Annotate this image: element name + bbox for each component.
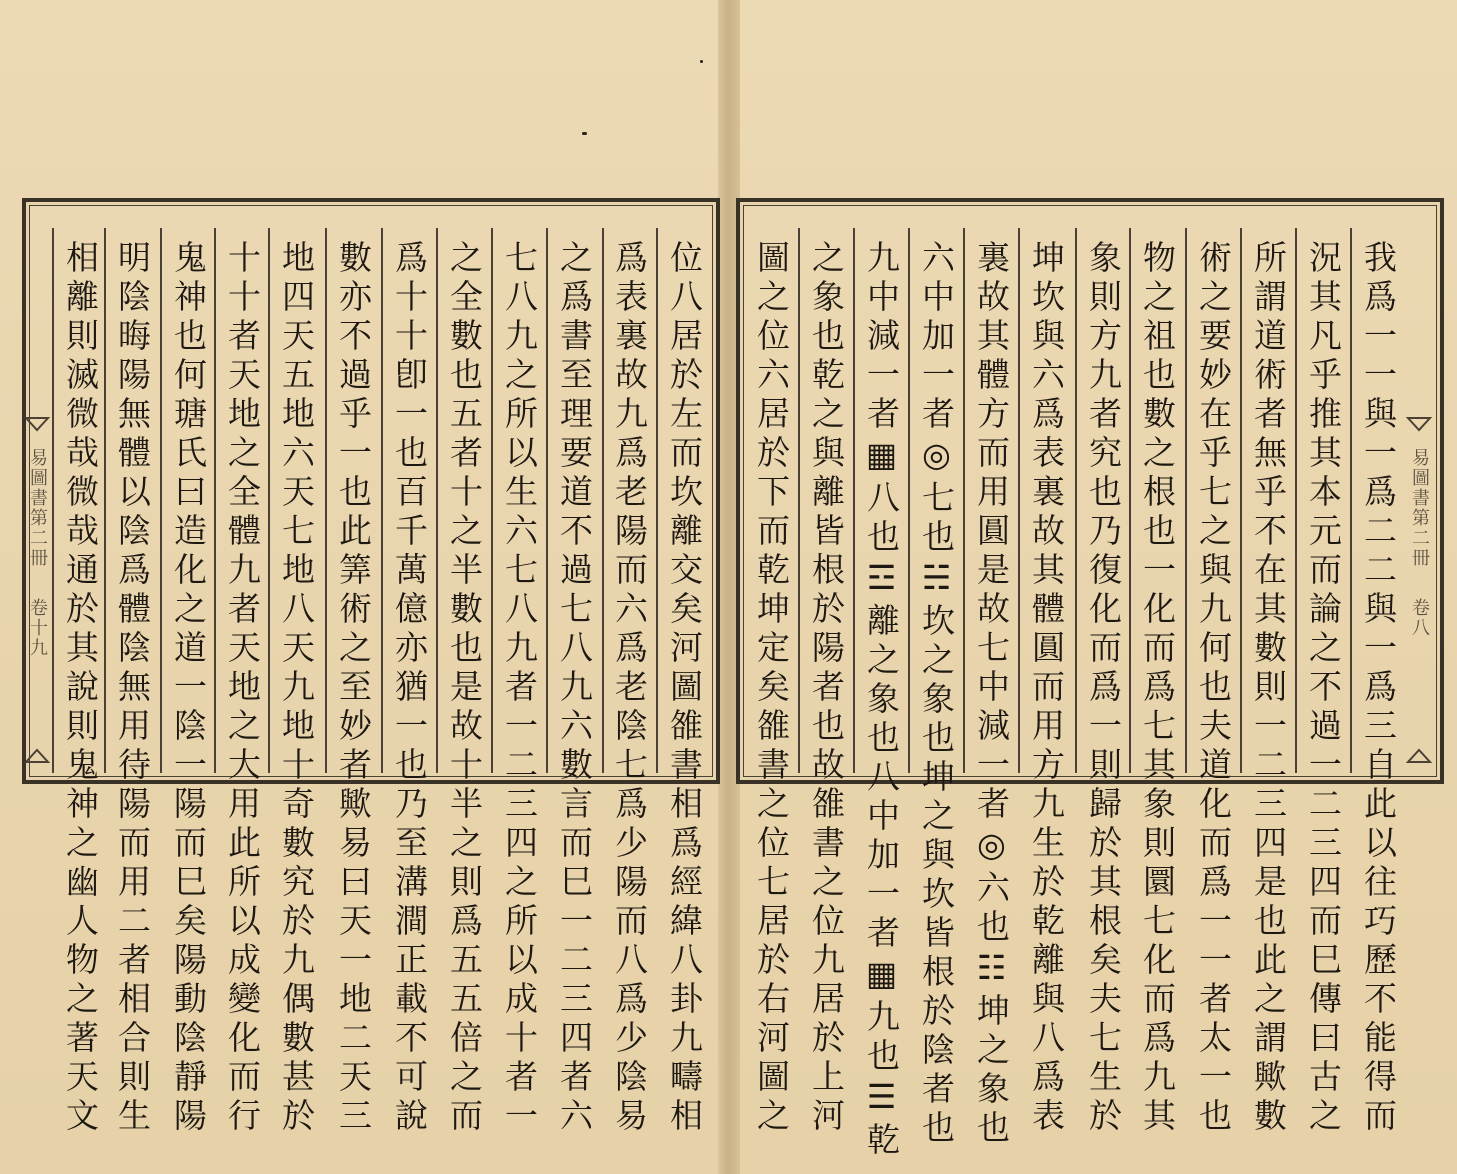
left-text-column-9: 十十者天地之全體九者天地之大用此所以成變化而行 [223,240,262,1137]
left-page-heart [22,198,52,776]
left-text-column-7: 數亦不過乎一也此筭術之至妙者歟易曰天一地二天三 [334,240,373,1137]
left-margin-label: 易圖書第二冊 [27,448,48,568]
right-text-column-7: 坤坎與六爲表裏故其體圓而用方九生於乾離與八爲表 [1027,240,1066,1137]
fish-tail-mark-icon [24,416,50,442]
right-text-column-11: 之象也乾之與離皆根於陽者也故雒書之位九居於上河 [807,240,846,1137]
right-text-column-6: 象則方九者究也乃復化而爲一則歸於其根矣夫七生於 [1084,240,1123,1137]
left-text-column-6: 爲十十卽一也百千萬億亦猶一也乃至溝澗正載不可說 [390,240,429,1137]
ink-speck [582,132,587,135]
ink-speck [700,60,703,63]
right-text-column-1: 我爲一一與一爲二二與一爲三自此以往巧歷不能得而 [1359,240,1398,1137]
right-margin-label: 易圖書第二冊 [1409,448,1430,568]
left-text-column-4: 七八九之所以生六七八九者一二三四之所以成十者一 [500,240,539,1137]
left-text-column-2: 爲表裏故九爲老陽而六爲老陰七爲少陽而八爲少陰易 [610,240,649,1137]
right-text-column-3: 所謂道術者無乎不在其數則一二三四是也此之謂歟數 [1249,240,1288,1137]
right-text-column-5: 物之祖也數之根也一化而爲七其象則圜七化而爲九其 [1138,240,1177,1137]
right-text-column-9: 六中加一者◎七也☵坎之象也坤之與坎皆根於陰者也 [917,240,956,1149]
fish-tail-mark-icon [24,738,50,764]
left-page-number: 卷十九 [27,598,48,658]
left-text-column-12: 相離則滅微哉微哉通於其說則鬼神之幽人物之著天文 [61,240,100,1137]
right-text-column-2: 況其凡乎推其本元而論之不過一二三四而巳傳曰古之 [1304,240,1343,1137]
right-page-number: 卷八 [1409,598,1430,638]
right-page-heart [1404,198,1434,776]
left-text-column-5: 之全數也五者十之半數也是故十半之則爲五五倍之而 [445,240,484,1137]
right-text-column-4: 術之要妙在乎七之與九何也夫道化而爲一一者太一也 [1194,240,1233,1137]
right-text-column-10: 九中減一者▦八也☲離之象也八中加一者▦九也☰乾 [862,240,901,1161]
fish-tail-mark-icon [1406,738,1432,764]
left-text-column-8: 地四天五地六天七地八天九地十奇數究於九偶數甚於 [277,240,316,1137]
left-text-column-10: 鬼神也何瑭氏曰造化之道一陰一陽而巳矣陽動陰靜陽 [169,240,208,1137]
left-text-column-1: 位八居於左而坎離交矣河圖雒書相爲經緯八卦九疇相 [665,240,704,1137]
right-text-column-8: 裏故其體方而用圓是故七中減一者◎六也☷坤之象也 [972,240,1011,1149]
right-text-column-12: 圖之位六居於下而乾坤定矣雒書之位七居於右河圖之 [752,240,791,1137]
fish-tail-mark-icon [1406,416,1432,442]
left-text-column-11: 明陰晦陽無體以陰爲體陰無用待陽而用二者相合則生 [113,240,152,1137]
left-text-column-3: 之爲書至理要道不過七八九六數言而巳一二三四者六 [555,240,594,1137]
